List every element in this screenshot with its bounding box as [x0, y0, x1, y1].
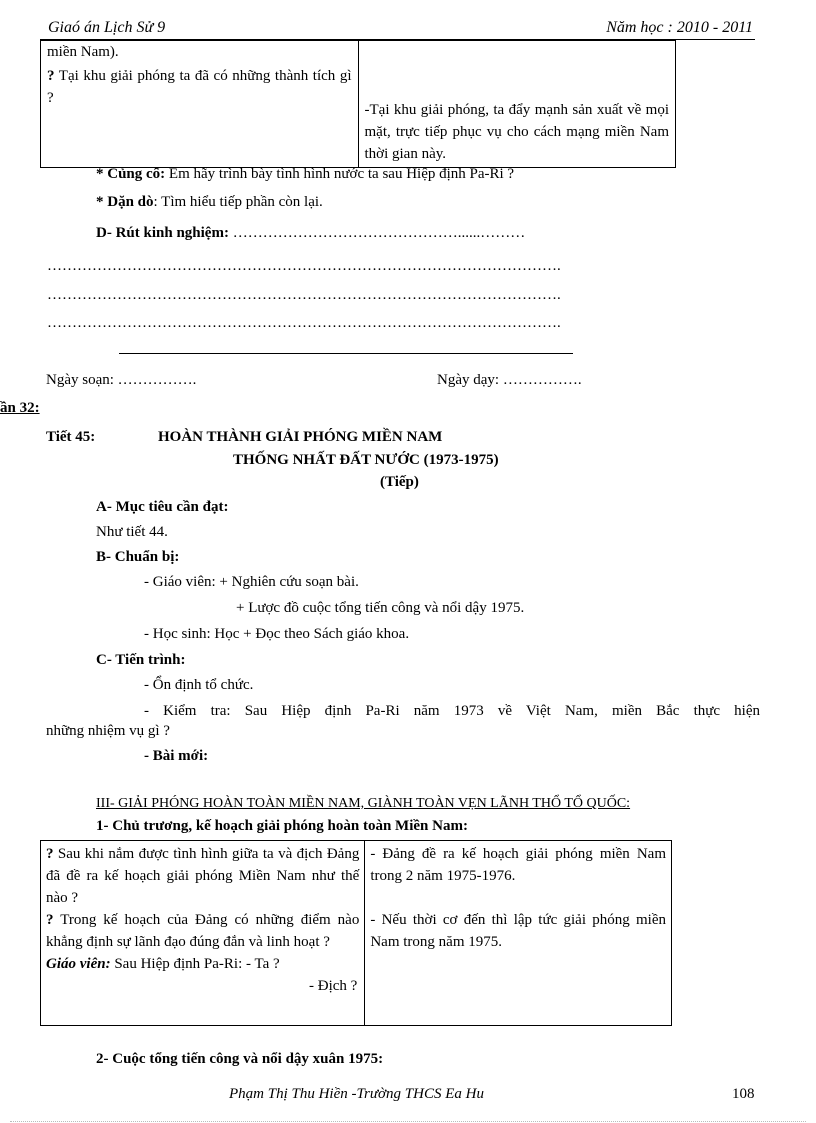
question-2: ? Trong kế hoạch của Đảng có những điểm nào khẳng định sự lãnh đạo đúng đắn và linh hoạt ? — [46, 912, 360, 950]
tiet-label: Tiết 45: — [46, 429, 96, 445]
top-right-answer: -Tại khu giải phóng, ta đẩy mạnh sản xuất về mọi mặt, trực tiếp phục vụ cho cách mạng miền Nam thời gian này. — [364, 102, 669, 162]
bottom-border — [10, 1121, 806, 1122]
subsection-2-heading: 2- Cuộc tổng tiến công và nổi dậy xuân 1975: — [96, 1051, 384, 1067]
bottom-table-left — [41, 841, 365, 1026]
top-left-text: miền Nam). — [47, 44, 119, 60]
hoc-sinh-line: - Học sinh: Học + Đọc theo Sách giáo khoa. — [144, 626, 410, 642]
kiem-tra-line-2: những nhiệm vụ gì ? — [46, 723, 170, 739]
section-a-heading: A- Mục tiêu cần đạt: — [96, 499, 229, 515]
ngay-day: Ngày dạy: ……………. — [437, 372, 582, 388]
cung-co: * Củng cố: Em hãy trình bày tình hình nước ta sau Hiệp định Pa-Ri ? — [96, 166, 515, 182]
header-left: Giaó án Lịch Sử 9 — [48, 19, 166, 36]
section-iii-heading: III- GIẢI PHÓNG HOÀN TOÀN MIỀN NAM, GIÀNH TOÀN VẸN LÃNH THỔ TỔ QUỐC: — [96, 796, 631, 811]
top-table — [40, 40, 676, 168]
giao-vien-line-1: - Giáo viên: + Nghiên cứu soạn bài. — [144, 574, 359, 590]
page-header — [40, 19, 755, 40]
giao-vien-line-2: + Lược đồ cuộc tổng tiến công và nổi dậy 1975. — [236, 600, 525, 616]
page-number: 108 — [732, 1086, 755, 1102]
header-right: Năm học : 2010 - 2011 — [606, 19, 753, 36]
answer-1: - Đảng đề ra kế hoạch giải phóng miền Nam trong 2 năm 1975-1976. — [370, 846, 666, 884]
dot-line-3: …………………………………………………………………………………………. — [47, 315, 561, 331]
separator-line — [119, 353, 573, 354]
bai-moi-label: - Bài mới: — [144, 748, 209, 764]
top-table-left — [41, 41, 359, 168]
question-1: ? Sau khi nắm được tình hình giữa ta và địch Đảng đã đề ra kế hoạch giải phóng Miền Nam như thế nào ? — [46, 846, 360, 906]
teacher-note: Giáo viên: Sau Hiệp định Pa-Ri: - Ta ? — [46, 956, 280, 972]
title-line-1: HOÀN THÀNH GIẢI PHÓNG MIỀN NAM — [158, 429, 443, 445]
section-a-text: Như tiết 44. — [96, 524, 168, 540]
footer-author: Phạm Thị Thu Hiền -Trường THCS Ea Hu — [229, 1086, 484, 1102]
rut-kinh-nghiem: D- Rút kinh nghiệm: ………………………………………......……… — [96, 225, 526, 241]
bottom-table — [40, 840, 672, 1026]
tuan-label: ần 32: — [0, 400, 40, 416]
kiem-tra-line-1: - Kiểm tra: Sau Hiệp định Pa-Ri năm 1973 về Việt Nam, miền Bắc thực hiện — [144, 703, 760, 719]
dot-line-1: …………………………………………………………………………………………. — [47, 258, 561, 274]
on-dinh-line: - Ổn định tổ chức. — [144, 677, 254, 693]
ngay-soan: Ngày soạn: ……………. — [46, 372, 197, 388]
subsection-1-heading: 1- Chủ trương, kế hoạch giải phóng hoàn toàn Miền Nam: — [96, 818, 468, 834]
section-b-heading: B- Chuẩn bị: — [96, 549, 180, 565]
top-left-question: ? Tại khu giải phóng ta đã có những thành tích gì ? — [47, 68, 352, 106]
title-line-2: THỐNG NHẤT ĐẤT NƯỚC (1973-1975) — [233, 452, 499, 468]
bottom-table-right — [365, 841, 672, 1026]
teacher-note-2: - Địch ? — [309, 978, 358, 994]
section-c-heading: C- Tiến trình: — [96, 652, 186, 668]
dot-line-2: …………………………………………………………………………………………. — [47, 287, 561, 303]
answer-2: - Nếu thời cơ đến thì lập tức giải phóng miền Nam trong năm 1975. — [370, 912, 666, 950]
dan-do: * Dặn dò: Tìm hiểu tiếp phần còn lại. — [96, 194, 323, 210]
top-table-right — [358, 41, 676, 168]
title-line-3: (Tiếp) — [380, 474, 419, 490]
